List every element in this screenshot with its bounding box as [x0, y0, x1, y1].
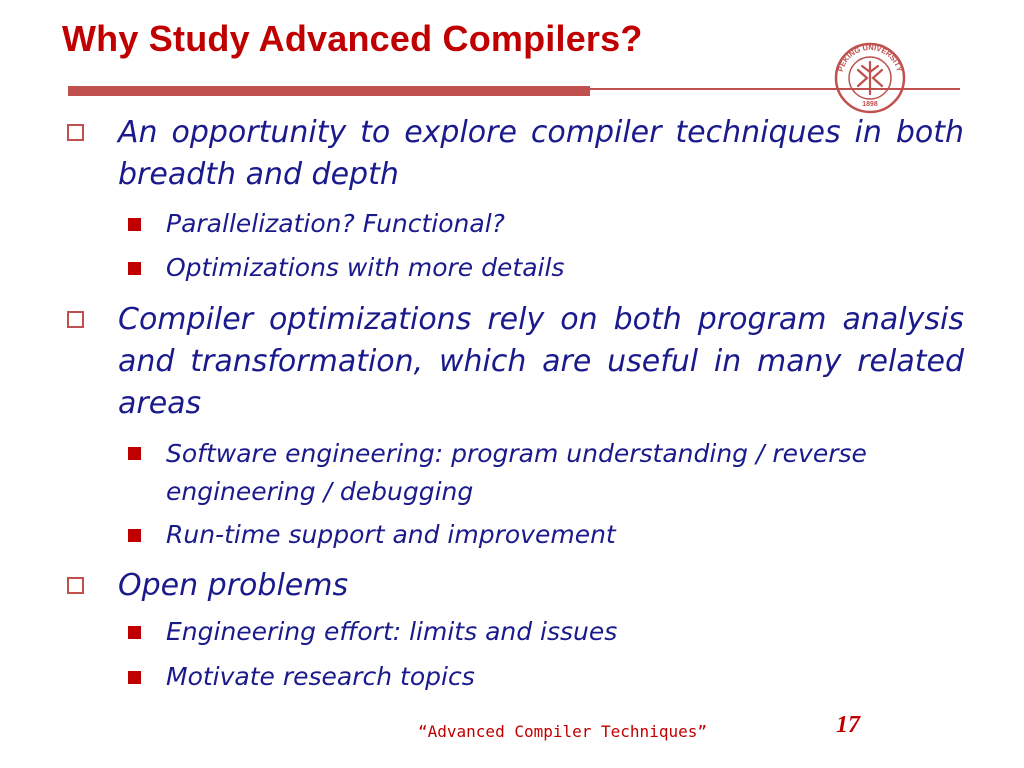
- hollow-square-bullet-icon: [67, 577, 84, 594]
- page-number: 17: [836, 712, 860, 738]
- square-bullet-icon: [128, 671, 141, 684]
- bullet-3-text: Open problems: [118, 568, 349, 603]
- bullet-3-sub-2: Motivate research topics: [166, 662, 475, 691]
- bullet-2-text: Compiler optimizations rely on both program analysis and transformation, which are useful in many related areas: [118, 302, 964, 421]
- square-bullet-icon: [128, 626, 141, 639]
- bullet-1-sub-1: Parallelization? Functional?: [166, 209, 505, 238]
- footer-course-title: “Advanced Compiler Techniques”: [418, 722, 707, 741]
- bullet-2-sub-1: Software engineering: program understanding / reverse engineering / debugging: [166, 439, 867, 506]
- square-bullet-icon: [128, 447, 141, 460]
- bullet-2-sub-2: Run-time support and improvement: [166, 520, 616, 549]
- hollow-square-bullet-icon: [67, 124, 84, 141]
- slide-title: Why Study Advanced Compilers?: [62, 18, 643, 59]
- square-bullet-icon: [128, 262, 141, 275]
- bullet-3-sub-1: Engineering effort: limits and issues: [166, 617, 618, 646]
- svg-text:1898: 1898: [862, 101, 878, 108]
- bullet-1-text: An opportunity to explore compiler techniques in both breadth and depth: [118, 115, 964, 192]
- square-bullet-icon: [128, 529, 141, 542]
- square-bullet-icon: [128, 218, 141, 231]
- bullet-1-sub-2: Optimizations with more details: [166, 253, 565, 282]
- svg-text:PEKING UNIVERSITY: PEKING UNIVERSITY: [835, 42, 905, 73]
- hollow-square-bullet-icon: [67, 311, 84, 328]
